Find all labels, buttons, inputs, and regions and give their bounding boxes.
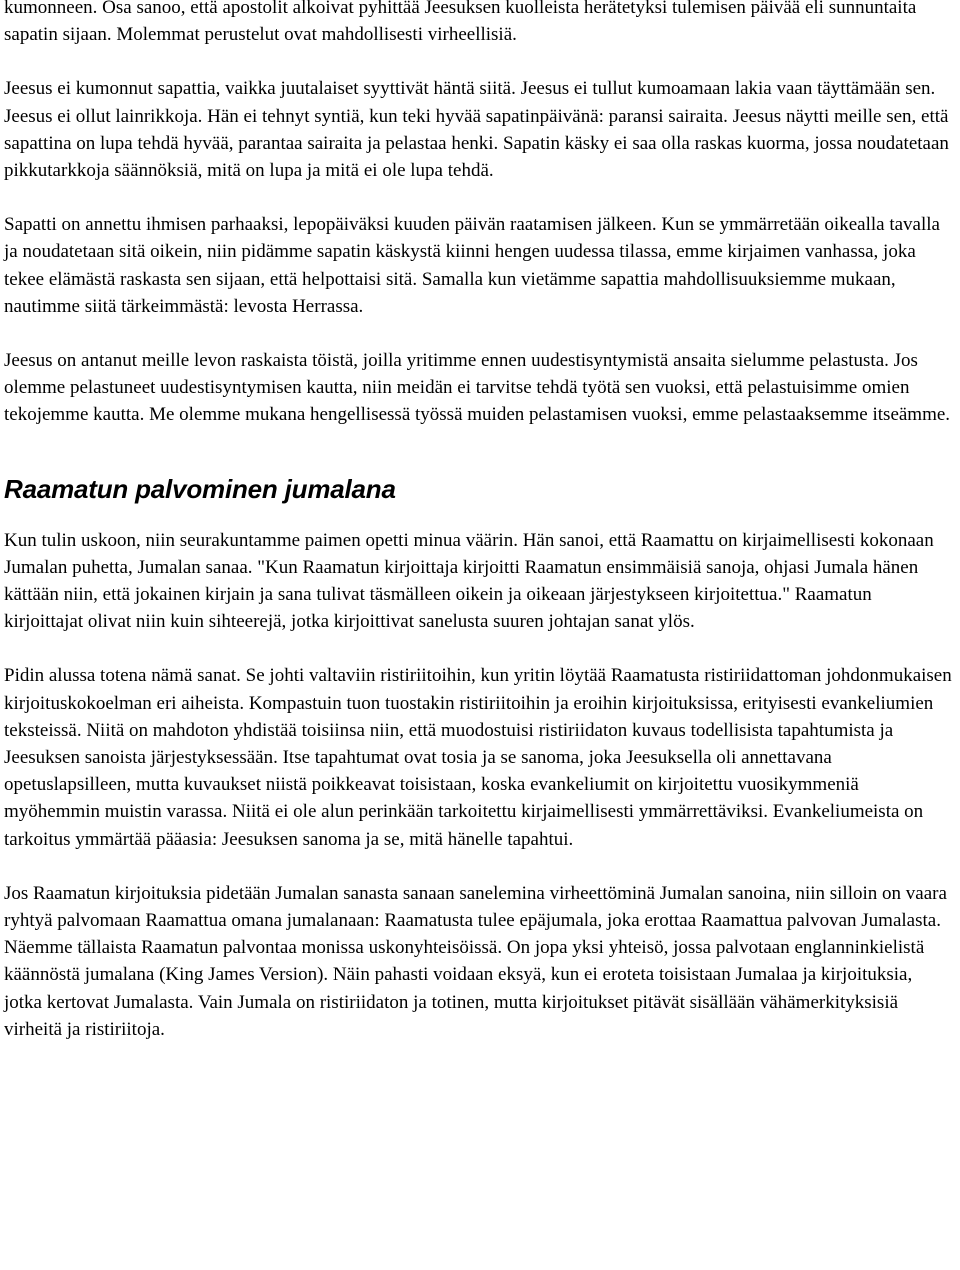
paragraph: Jeesus on antanut meille levon raskaista töistä, joilla yritimme ennen uudestisyntymistä ansaita sielumme pelastusta. Jos olemme pelastuneet uudestisyntymisen kautta, niin meidän ei tarvitse tehdä työtä sen vuoksi, että pelastuisimme omien tekojemme kautta. Me olemme mukana hengellisessä työssä muiden pelastamisen vuoksi, emme pelastaaksemme itseämme.	[4, 350, 951, 426]
paragraph: Jos Raamatun kirjoituksia pidetään Jumalan sanasta sanaan sanelemina virheettöminä Jumalan sanoina, niin silloin on vaara ryhtyä palvomaan Raamattua omana jumalanaan: Raamatusta tulee epäjumala, joka erottaa Raamattua palvovan Jumalasta. Näemme tällaista Raamatun palvontaa monissa uskonyhteisöissä. On jopa yksi yhteisö, jossa palvotaan englanninkielistä käännöstä jumalana (King James Version). Näin pahasti voidaan eksyä, kun ei eroteta toisistaan Jumalaa ja kirjoituksia, jotka kertovat Jumalasta. Vain Jumala on ristiriidaton ja totinen, mutta kirjoitukset pitävät sisällään vähämerkityksisiä virheitä ja ristiriitoja.	[4, 882, 947, 1040]
paragraph: kumonneen. Osa sanoo, että apostolit alkoivat pyhittää Jeesuksen kuolleista herätetyksi tulemisen päivää eli sunnuntaita sapatin sijaan. Molemmat perustelut ovat mahdollisesti virheellisiä.	[4, 0, 917, 46]
paragraph: Kun tulin uskoon, niin seurakuntamme paimen opetti minua väärin. Hän sanoi, että Raamattu on kirjaimellisesti kokonaan Jumalan puhetta, Jumalan sanaa. "Kun Raamatun kirjoittaja kirjoitti Raamatun ensimmäisiä sanoja, ohjasi Jumala hänen kättään niin, että jokainen kirjain ja sana tulivat täsmälleen oikein ja oikeaan järjestykseen kirjoitettua." Raamatun kirjoittajat olivat niin kuin sihteerejä, jotka kirjoittivat sanelusta suuren johtajan sanat ylös.	[4, 529, 934, 633]
paragraph: Sapatti on annettu ihmisen parhaaksi, lepopäiväksi kuuden päivän raatamisen jälkeen. Kun se ymmärretään oikealla tavalla ja noudatetaan sitä oikein, niin pidämme sapatin käskystä kiinni hengen uudessa tilassa, emme kirjaimen vanhassa, joka tekee elämästä raskasta sen sijaan, että helpottaisi sitä. Samalla kun vietämme sapattia mahdollisuuksiemme mukaan, nautimme siitä tärkeimmästä: levosta Herrassa.	[4, 214, 940, 317]
document-page	[4, 0, 952, 1070]
paragraph: Jeesus ei kumonnut sapattia, vaikka juutalaiset syyttivät häntä siitä. Jeesus ei tullut kumoamaan lakia vaan täyttämään sen. Jeesus ei ollut lainrikkoja. Hän ei tehnyt syntiä, kun teki hyvää sapatinpäivänä: paransi sairaita. Jeesus näytti meille sen, että sapattina on lupa tehdä hyvää, parantaa sairaita ja pelastaa henki. Sapatin käsky ei saa olla raskas kuorma, jossa noudatetaan pikkutarkkoja säännöksiä, mitä on lupa ja mitä ei ole lupa tehdä.	[4, 78, 949, 182]
section-heading: Raamatun palvominen jumalana	[4, 473, 396, 504]
paragraph: Pidin alussa totena nämä sanat. Se johti valtaviin ristiriitoihin, kun yritin löytää Raamatusta ristiriidattoman johdonmukaisen kirjoituskokoelman eri aiheista. Kompastuin tuon tuostakin ristiriitoihin ja eroihin kirjoituksissa, erityisesti evankeliumien teksteissä. Niitä on mahdoton yhdistää toisiinsa niin, että muodostuisi ristiriidaton kuvaus todellisista tapahtumista ja Jeesuksen sanoista järjestyksessään. Itse tapahtumat ovat tosia ja se sanoma, joka Jeesuksella oli annettavana opetuslapsilleen, mutta kuvaukset niistä poikkeavat toisistaan, koska evankeliumit on kirjoitettu vuosikymmeniä myöhemmin muistin varassa. Niitä ei ole alun perinkään tarkoitettu kirjaimellisesti ymmärrettäviksi. Evankeliumeista on tarkoitus ymmärtää pääasia: Jeesuksen sanoma ja se, mitä hänelle tapahtui.	[4, 665, 952, 850]
